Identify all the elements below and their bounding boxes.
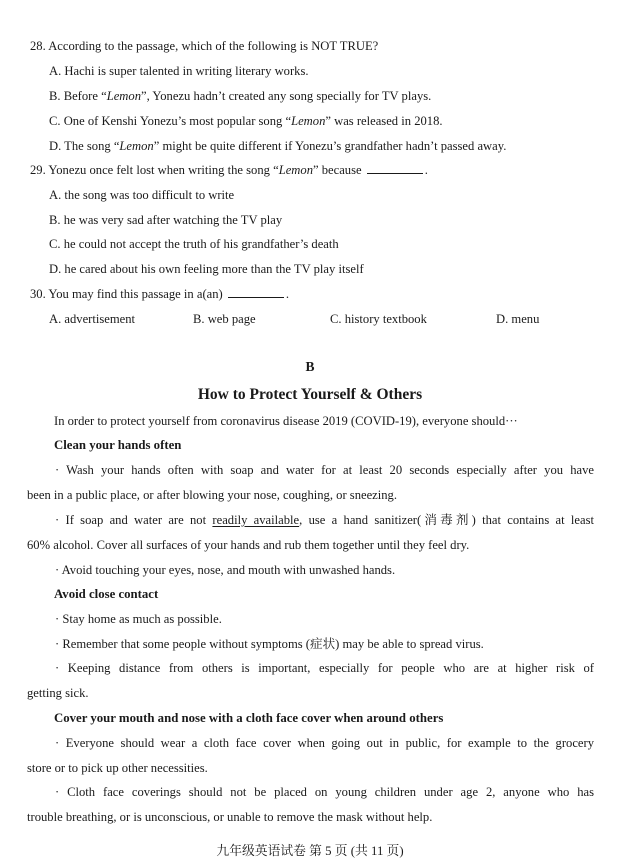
q28-b-text: B. Before “ [49, 89, 107, 103]
tip-stay-home: · Stay home as much as possible. [55, 612, 222, 626]
tip-wear-cover-line2: store or to pick up other necessities. [27, 761, 208, 775]
q29-answer-blank[interactable] [367, 163, 423, 174]
heading-close-contact: Avoid close contact [54, 587, 159, 601]
q29-stem-song: Lemon [278, 163, 313, 177]
q29-stem-text-2: ” because [313, 163, 362, 177]
underlined-phrase: readily available [212, 513, 300, 527]
q30-answer-blank[interactable] [228, 287, 284, 298]
q28-option-c [49, 113, 443, 129]
tip-symptoms: · Remember that some people without symptoms (症状) may be able to spread virus. [55, 637, 484, 651]
q30-stem [30, 286, 289, 302]
q29-option-d: D. he cared about his own feeling more than the TV play itself [49, 262, 364, 276]
tip-wash-hands-line1: · Wash your hands often with soap and water for at least 20 seconds especially after you have [55, 463, 594, 477]
q29-stem [30, 162, 428, 178]
q30-option-a: A. advertisement [49, 312, 136, 326]
q28-d-text-2: ” might be quite different if Yonezu’s grandfather hadn’t passed away. [153, 139, 507, 153]
tip-children-line1: · Cloth face coverings should not be placed on young children under age 2, anyone who has [55, 785, 594, 799]
tip-sanitizer-text: · If soap and water are not [55, 513, 207, 527]
tip-children-line2: trouble breathing, or is unconscious, or unable to remove the mask without help. [27, 810, 433, 824]
tip-sanitizer-line1 [55, 512, 594, 528]
q28-option-b [49, 88, 431, 104]
q28-option-a: A. Hachi is super talented in writing literary works. [49, 64, 309, 78]
q28-c-song: Lemon [291, 114, 326, 128]
passage-title: How to Protect Yourself & Others [197, 386, 423, 403]
q29-option-b: B. he was very sad after watching the TV play [49, 213, 283, 227]
q29-option-c: C. he could not accept the truth of his grandfather’s death [49, 237, 339, 251]
q30-option-b: B. web page [193, 312, 256, 326]
passage-intro: In order to protect yourself from coronavirus disease 2019 (COVID-19), everyone should··· [54, 414, 518, 428]
section-letter: B [305, 359, 315, 374]
q28-c-text: C. One of Kenshi Yonezu’s most popular song “ [49, 114, 292, 128]
q30-option-c: C. history textbook [330, 312, 427, 326]
q28-b-text-2: ”, Yonezu hadn’t created any song specially for TV plays. [141, 89, 432, 103]
q28-b-song: Lemon [106, 89, 141, 103]
tip-distance-line2: getting sick. [27, 686, 89, 700]
q30-stem-end: . [285, 287, 290, 301]
q28-d-song: Lemon [119, 139, 154, 153]
page-footer: 九年级英语试卷 第 5 页 (共 11 页) [216, 844, 404, 858]
tip-sanitizer-text-2: , use a hand sanitizer(消毒剂) that contains at least [299, 513, 594, 527]
heading-face-cover: Cover your mouth and nose with a cloth face cover when around others [54, 711, 444, 725]
tip-avoid-touching: · Avoid touching your eyes, nose, and mouth with unwashed hands. [55, 563, 396, 577]
tip-wear-cover-line1: · Everyone should wear a cloth face cover when going out in public, for example to the grocery [55, 736, 594, 750]
q29-stem-end: . [424, 163, 428, 177]
heading-clean-hands: Clean your hands often [54, 438, 182, 452]
tip-sanitizer-line2: 60% alcohol. Cover all surfaces of your hands and rub them together until they feel dry. [27, 538, 470, 552]
q30-stem-text: 30. You may find this passage in a(an) [30, 287, 223, 301]
q29-stem-text: 29. Yonezu once felt lost when writing the song “ [30, 163, 279, 177]
q29-option-a: A. the song was too difficult to write [49, 188, 235, 202]
q30-option-d: D. menu [496, 312, 540, 326]
q28-c-text-2: ” was released in 2018. [325, 114, 443, 128]
q28-d-text: D. The song “ [49, 139, 120, 153]
tip-wash-hands-line2: been in a public place, or after blowing your nose, coughing, or sneezing. [27, 488, 398, 502]
q28-option-d [49, 138, 506, 154]
q28-stem: 28. According to the passage, which of the following is NOT TRUE? [30, 39, 379, 53]
tip-distance-line1: · Keeping distance from others is important, especially for people who are at higher risk of [55, 661, 594, 675]
